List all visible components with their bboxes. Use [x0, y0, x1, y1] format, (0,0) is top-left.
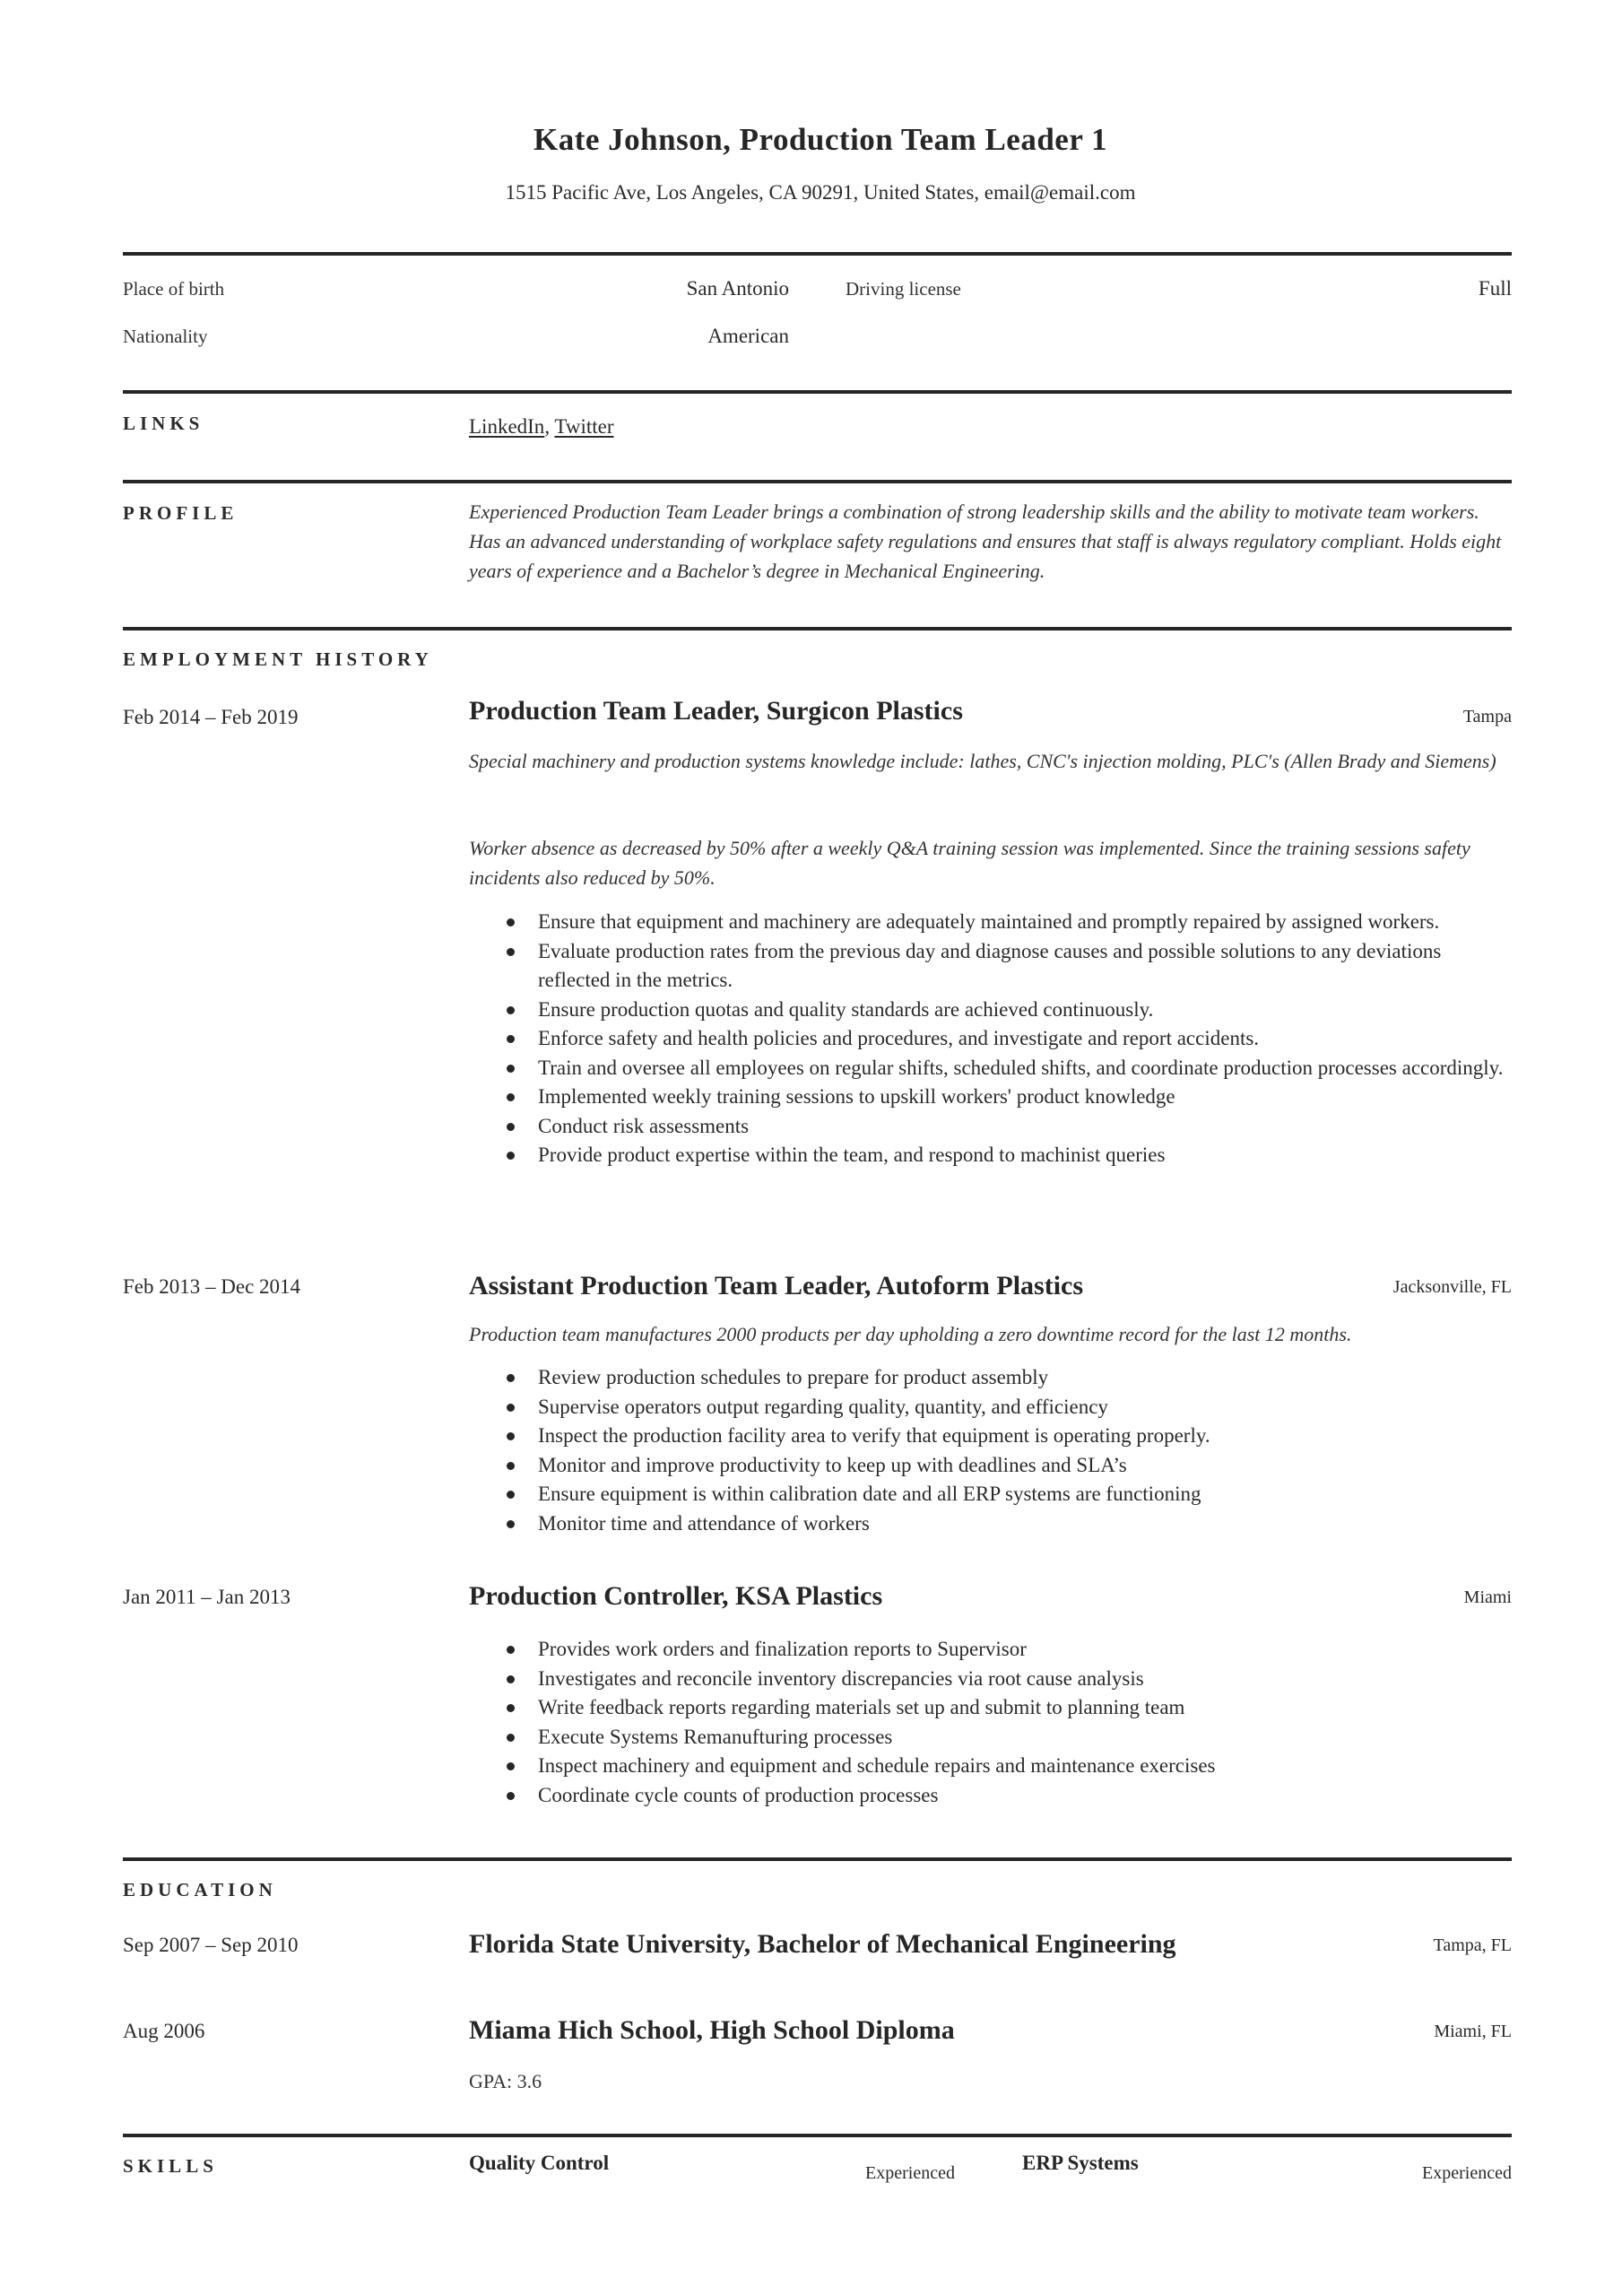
skill-level: Experienced	[1422, 2163, 1512, 2183]
education-dates: Aug 2006	[123, 2020, 205, 2042]
list-item	[469, 1723, 1512, 1752]
list-item	[469, 1112, 1512, 1142]
contact-address: 1515 Pacific Ave, Los Angeles, CA 90291, United States, email@email.com	[505, 181, 1136, 204]
nationality-value: American	[707, 325, 789, 347]
list-item	[469, 1363, 1512, 1393]
linkedin-link[interactable]: LinkedIn	[469, 415, 545, 438]
job-dates: Feb 2014 – Feb 2019	[123, 706, 299, 728]
bullet-icon	[507, 1404, 515, 1412]
bullet-text: Conduct risk assessments	[538, 1114, 750, 1137]
education-dates: Sep 2007 – Sep 2010	[123, 1934, 299, 1956]
job-title: Production Controller, KSA Plastics	[469, 1581, 883, 1611]
nationality-label: Nationality	[123, 326, 208, 347]
education-heading: EDUCATION	[123, 1879, 277, 1900]
job-bullets	[469, 908, 1512, 1170]
list-item	[469, 1693, 1512, 1723]
section-divider	[123, 627, 1512, 631]
job-location: Miami	[1463, 1587, 1512, 1607]
list-item	[469, 1665, 1512, 1694]
bullet-icon	[507, 918, 515, 926]
bullet-text: Enforce safety and health policies and procedures, and investigate and report accidents.	[538, 1027, 1260, 1049]
list-item	[469, 1393, 1512, 1422]
skill-level: Experienced	[865, 2163, 955, 2183]
skills-heading: SKILLS	[123, 2155, 218, 2177]
bullet-text: Ensure equipment is within calibration date and all ERP systems are functioning	[538, 1483, 1201, 1505]
job-title: Production Team Leader, Surgicon Plastics	[469, 696, 963, 726]
bullet-text: Implemented weekly training sessions to upskill workers' product knowledge	[538, 1085, 1175, 1108]
driving-license-label: Driving license	[846, 278, 961, 300]
bullet-text: Monitor time and attendance of workers	[538, 1511, 870, 1535]
bullet-text: Write feedback reports regarding materials set up and submit to planning team	[538, 1696, 1185, 1718]
links-separator: ,	[544, 415, 555, 438]
bullet-icon	[507, 1792, 515, 1800]
list-item	[469, 1480, 1512, 1509]
profile-text: Experienced Production Team Leader brings a combination of strong leadership skills and the ability to motivate team workers. Has an advanced understanding of workplace safety regulations and ensures that staff is always regulatory compliant. Holds eight years of experience and a Bachelor’s degree in Mechanical Engineering.	[469, 500, 1502, 582]
job-bullets	[469, 1635, 1512, 1810]
job-location: Jacksonville, FL	[1392, 1277, 1512, 1297]
bullet-icon	[507, 1035, 515, 1043]
bullet-text: Provides work orders and finalization reports to Supervisor	[538, 1638, 1027, 1660]
list-item	[469, 1422, 1512, 1451]
twitter-link[interactable]: Twitter	[554, 415, 614, 438]
employment-heading: EMPLOYMENT HISTORY	[123, 648, 433, 670]
job-bullets	[469, 1363, 1512, 1538]
profile-heading: PROFILE	[123, 502, 239, 524]
links-heading: LINKS	[123, 413, 204, 434]
bullet-icon	[507, 1675, 515, 1683]
job-title: Assistant Production Team Leader, Autoform Plastics	[469, 1271, 1084, 1300]
section-divider	[123, 2134, 1512, 2137]
job-description: Production team manufactures 2000 products per day upholding a zero downtime record for the last 12 months.	[469, 1323, 1352, 1345]
section-divider	[123, 390, 1512, 394]
skill-name: ERP Systems	[1022, 2152, 1139, 2174]
bullet-icon	[507, 1646, 515, 1654]
driving-license-value: Full	[1478, 277, 1512, 300]
bullet-icon	[507, 1152, 515, 1160]
section-divider	[123, 252, 1512, 256]
list-item	[469, 1635, 1512, 1665]
bullet-text: Review production schedules to prepare for product assembly	[538, 1366, 1049, 1388]
bullet-icon	[507, 1734, 515, 1742]
job-dates: Jan 2011 – Jan 2013	[123, 1586, 291, 1608]
education-location: Miami, FL	[1434, 2022, 1512, 2041]
resume-title: Kate Johnson, Production Team Leader 1	[533, 122, 1107, 157]
bullet-text: Train and oversee all employees on regular shifts, scheduled shifts, and coordinate production processes accordingly.	[538, 1056, 1504, 1079]
bullet-text: Monitor and improve productivity to keep up with deadlines and SLA’s	[538, 1453, 1127, 1476]
section-divider	[123, 1857, 1512, 1861]
bullet-text: Ensure production quotas and quality standards are achieved continuously.	[538, 997, 1154, 1021]
job-location: Tampa	[1462, 707, 1512, 726]
education-title: Florida State University, Bachelor of Mechanical Engineering	[469, 1929, 1176, 1959]
education-location: Tampa, FL	[1433, 1935, 1512, 1955]
bullet-text: Supervise operators output regarding quality, quantity, and efficiency	[538, 1395, 1108, 1418]
bullet-icon	[507, 1432, 515, 1440]
bullet-text: Inspect machinery and equipment and schedule repairs and maintenance exercises	[538, 1754, 1216, 1777]
list-item	[469, 1781, 1512, 1811]
list-item	[469, 996, 1512, 1025]
bullet-icon	[507, 1093, 515, 1101]
bullet-text: Evaluate production rates from the previous day and diagnose causes and possible solutions to any deviations reflected in the metrics.	[538, 939, 1442, 991]
education-title: Miama Hich School, High School Diploma	[469, 2015, 955, 2045]
bullet-text: Inspect the production facility area to verify that equipment is operating properly.	[538, 1424, 1210, 1447]
bullet-icon	[507, 1374, 515, 1382]
list-item	[469, 1024, 1512, 1054]
links-list	[469, 414, 614, 439]
bullet-icon	[507, 1520, 515, 1528]
bullet-text: Execute Systems Remanufturing processes	[538, 1725, 893, 1748]
list-item	[469, 1141, 1512, 1170]
bullet-icon	[507, 948, 515, 956]
bullet-icon	[507, 1762, 515, 1770]
bullet-icon	[507, 1704, 515, 1712]
list-item	[469, 908, 1512, 937]
job-dates: Feb 2013 – Dec 2014	[123, 1275, 301, 1298]
list-item	[469, 1451, 1512, 1481]
list-item	[469, 1752, 1512, 1781]
job-description: Worker absence as decreased by 50% after a weekly Q&A training session was implemented. Since the training sessions safety incidents also reduced by 50%.	[469, 837, 1470, 889]
list-item	[469, 937, 1512, 996]
bullet-icon	[507, 1065, 515, 1073]
job-description: Special machinery and production systems knowledge include: lathes, CNC's injection molding, PLC's (Allen Brady and Siemens)	[469, 750, 1496, 772]
education-gpa: GPA: 3.6	[469, 2070, 542, 2092]
list-item	[469, 1083, 1512, 1112]
bullet-icon	[507, 1123, 515, 1131]
bullet-text: Coordinate cycle counts of production processes	[538, 1783, 939, 1806]
place-of-birth-label: Place of birth	[123, 278, 225, 300]
bullet-text: Ensure that equipment and machinery are adequately maintained and promptly repaired by assigned workers.	[538, 910, 1440, 933]
section-divider	[123, 480, 1512, 483]
bullet-text: Investigates and reconcile inventory discrepancies via root cause analysis	[538, 1666, 1144, 1690]
place-of-birth-value: San Antonio	[686, 277, 789, 300]
bullet-icon	[507, 1462, 515, 1470]
bullet-icon	[507, 1006, 515, 1014]
bullet-icon	[507, 1491, 515, 1499]
bullet-text: Provide product expertise within the team, and respond to machinist queries	[538, 1144, 1166, 1166]
list-item	[469, 1054, 1512, 1083]
skill-name: Quality Control	[469, 2152, 610, 2174]
list-item	[469, 1509, 1512, 1539]
